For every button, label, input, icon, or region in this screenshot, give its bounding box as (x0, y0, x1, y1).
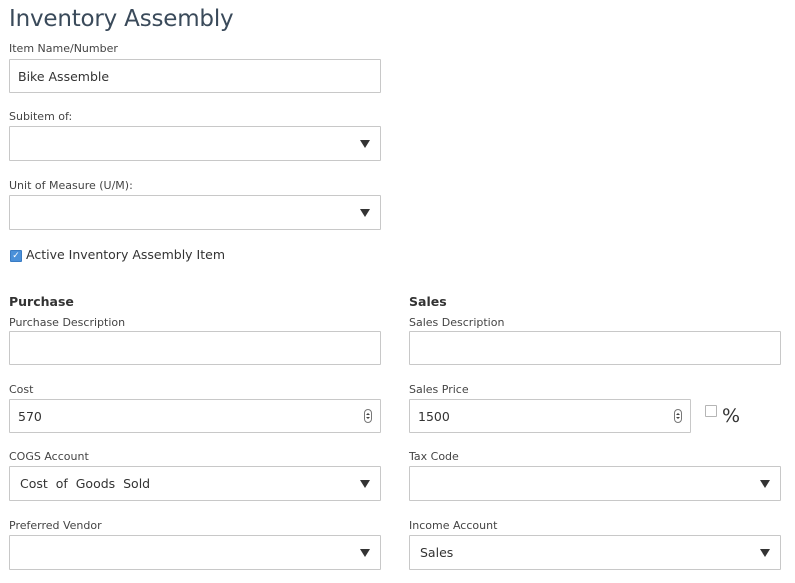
cost-label: Cost (9, 383, 34, 396)
caret-down-icon (360, 209, 370, 217)
income-account-value: Sales (420, 545, 454, 560)
sales-price-value: 1500 (418, 408, 450, 424)
sales-description-label: Sales Description (409, 316, 505, 329)
active-checkbox-label: Active Inventory Assembly Item (26, 247, 225, 262)
caret-down-icon (360, 549, 370, 557)
spinner-icon[interactable] (674, 409, 682, 423)
sales-price-input[interactable] (409, 399, 691, 433)
subitem-of-select[interactable] (9, 126, 381, 161)
unit-of-measure-label: Unit of Measure (U/M): (9, 179, 133, 192)
active-checkbox[interactable] (10, 250, 22, 262)
caret-down-icon (360, 480, 370, 488)
item-name-input[interactable] (9, 59, 381, 93)
purchase-description-input[interactable] (9, 331, 381, 365)
purchase-heading: Purchase (9, 294, 74, 309)
preferred-vendor-select[interactable] (9, 535, 381, 570)
income-account-select[interactable] (409, 535, 781, 570)
caret-down-icon (360, 140, 370, 148)
spinner-icon[interactable] (364, 409, 372, 423)
cost-value: 570 (18, 408, 42, 424)
unit-of-measure-select[interactable] (9, 195, 381, 230)
cogs-account-value: Cost of Goods Sold (20, 476, 151, 491)
sales-heading: Sales (409, 294, 447, 309)
item-name-value: Bike Assemble (18, 68, 110, 84)
item-name-label: Item Name/Number (9, 42, 118, 55)
caret-down-icon (760, 480, 770, 488)
subitem-of-label: Subitem of: (9, 110, 73, 123)
sales-price-label: Sales Price (409, 383, 469, 396)
income-account-label: Income Account (409, 519, 498, 532)
sales-description-input[interactable] (409, 331, 781, 365)
percent-symbol: % (722, 405, 741, 427)
tax-code-select[interactable] (409, 466, 781, 501)
cost-input[interactable] (9, 399, 381, 433)
tax-code-label: Tax Code (409, 450, 459, 463)
preferred-vendor-label: Preferred Vendor (9, 519, 102, 532)
purchase-description-label: Purchase Description (9, 316, 126, 329)
cogs-account-select[interactable] (9, 466, 381, 501)
checkmark-icon: ✓ (12, 251, 20, 261)
page-title: Inventory Assembly (9, 6, 234, 32)
cogs-account-label: COGS Account (9, 450, 89, 463)
caret-down-icon (760, 549, 770, 557)
percent-checkbox[interactable] (705, 405, 717, 417)
